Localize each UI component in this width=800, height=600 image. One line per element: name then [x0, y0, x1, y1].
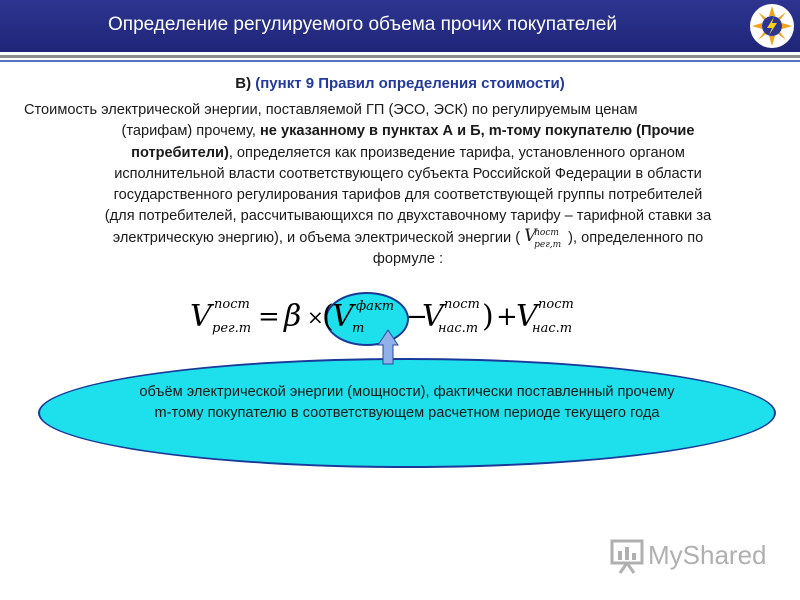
watermark-text: MyShared	[648, 540, 767, 570]
formula-fact-sup: факт	[356, 299, 395, 314]
formula-nas-sub: нас.m	[438, 321, 479, 336]
formula-v-fact: V	[332, 299, 354, 334]
body-text-run: ), определенного по	[568, 229, 704, 246]
body-text-run: электрическую энергию), и объема электрической энергии (	[112, 229, 521, 246]
formula-v-lhs: V	[190, 299, 212, 334]
subtitle-text: (пункт 9 Правил определения стоимости)	[255, 75, 565, 92]
slide-title: Определение регулируемого объема прочих покупателей	[108, 14, 617, 35]
inline-var-sup: пост	[534, 227, 559, 238]
formula-lhs-sub: рег.m	[212, 321, 252, 336]
formula-close-paren: )	[482, 299, 494, 334]
formula-times: ×	[307, 305, 324, 329]
formula-v-nas: V	[422, 299, 444, 334]
formula-minus: −	[406, 302, 428, 332]
inline-var-symbol: V	[524, 225, 537, 246]
subtitle-prefix: В)	[235, 75, 256, 92]
formula-beta: β	[284, 299, 302, 334]
inline-var-sub: рег,m	[534, 239, 562, 250]
formula-equals: =	[258, 302, 280, 332]
formula-open-paren: (	[322, 299, 334, 334]
callout-line: объём электрической энергии (мощности), фактически поставленный прочему	[139, 384, 675, 400]
formula-last-sup: пост	[538, 297, 574, 312]
formula-plus: +	[496, 302, 518, 332]
body-line: государственного регулирования тарифов для соответствующей группы потребителей	[113, 187, 703, 204]
callout-line: m-тому покупателю в соответствующем расчетном периоде текущего года	[154, 405, 660, 421]
formula-v-last: V	[516, 299, 538, 334]
body-bold-run: потребители)	[131, 144, 229, 161]
body-text-run: (тарифам) прочему,	[121, 123, 260, 140]
body-line: Стоимость электрической энергии, поставляемой ГП (ЭСО, ЭСК) по регулируемым ценам	[24, 102, 638, 118]
formula-last-sub: нас.m	[532, 321, 573, 336]
formula-fact-sub: m	[352, 321, 365, 336]
body-line: (для потребителей, рассчитывающихся по двухставочному тарифу – тарифной ставки за	[104, 208, 712, 225]
body-line: исполнительной власти соответствующего субъекта Российской Федерации в области	[114, 165, 702, 182]
formula-lhs-sup: пост	[214, 297, 250, 312]
formula-nas-sup: пост	[444, 297, 480, 312]
presentation-board-icon	[608, 535, 648, 575]
body-line: формуле :	[372, 251, 444, 268]
body-bold-run: не указанному в пунктах А и Б, m-тому покупателю (Прочие	[259, 123, 695, 140]
body-text-run: , определяется как произведение тарифа, установленного органом	[228, 144, 685, 161]
